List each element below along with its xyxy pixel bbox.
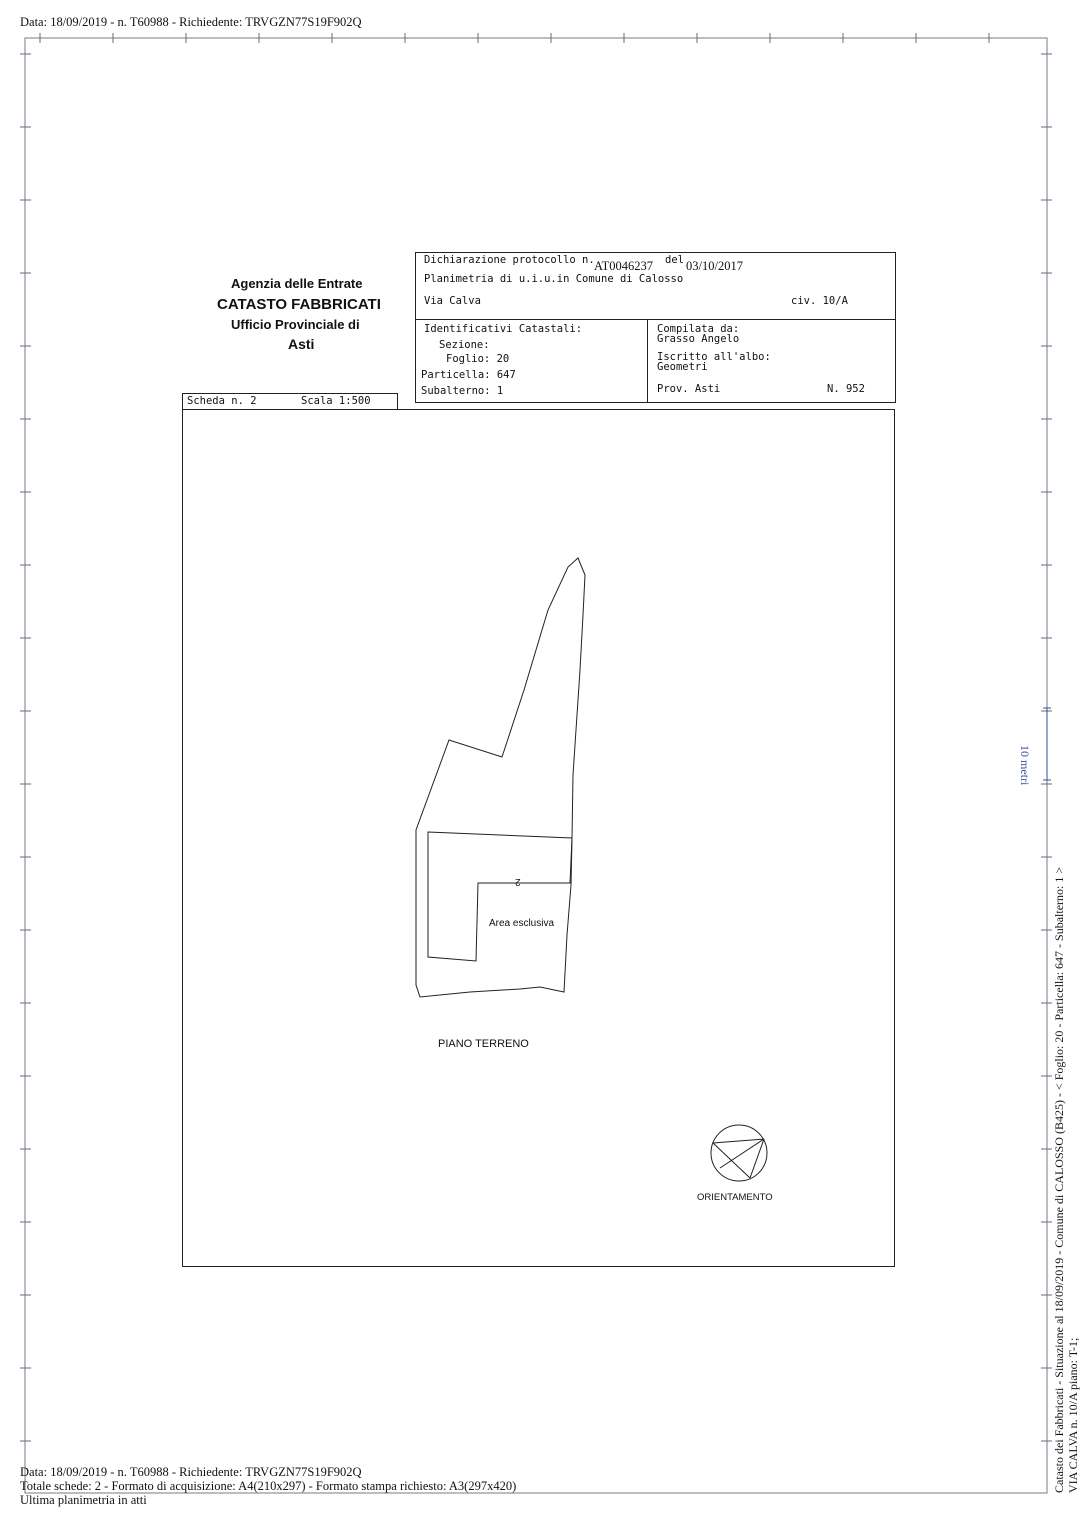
foglio-field: Foglio: 20 [446, 353, 510, 365]
side-info-line1: Catasto dei Fabbricati - Situazione al 18/09/2019 - Comune di CALOSSO (B425) - < Foglio: 20 - Particella: 647 - Subalterno: 1 > [1052, 866, 1066, 1493]
scala-value: Scala 1:500 [301, 395, 371, 407]
compiler-name: Grasso Angelo [657, 333, 740, 345]
prov-field: Prov. Asti [657, 383, 721, 395]
protocol-number: AT0046237 [594, 259, 654, 273]
footer-line3: Ultima planimetria in atti [20, 1493, 147, 1507]
via-line: Via Calva [424, 295, 481, 307]
sezione-field: Sezione: [439, 339, 490, 351]
registration-number: N. 952 [827, 383, 865, 395]
planimetria-line: Planimetria di u.i.u.in Comune di Calosso [424, 273, 684, 285]
header-top-line: Data: 18/09/2019 - n. T60988 - Richiedente: TRVGZN77S19F902Q [20, 15, 362, 29]
ufficio-label: Ufficio Provinciale di [231, 317, 360, 332]
particella-field: Particella: 647 [421, 369, 516, 381]
date-label: del [665, 254, 684, 266]
declaration-date: 03/10/2017 [686, 259, 743, 273]
area-label: Area esclusiva [489, 918, 555, 929]
agency-name: Agenzia delle Entrate [231, 276, 363, 291]
footer-line2: Totale schede: 2 - Formato di acquisizione: A4(210x297) - Formato stampa richiesto: A3(297x420) [20, 1479, 517, 1493]
provincia-name: Asti [288, 336, 315, 352]
identifiers-title: Identificativi Catastali: [424, 323, 583, 335]
floor-label: PIANO TERRENO [438, 1038, 529, 1050]
scheda-number: Scheda n. 2 [187, 395, 257, 407]
albo-label: Iscritto all'albo: [657, 351, 771, 363]
orientation-label: ORIENTAMENTO [697, 1192, 773, 1203]
compilata-label: Compilata da: [657, 323, 740, 335]
sub-number-label: 2 [515, 876, 521, 887]
catasto-title: CATASTO FABBRICATI [217, 296, 381, 313]
civico-line: civ. 10/A [791, 295, 848, 307]
protocol-label: Dichiarazione protocollo n. [424, 254, 595, 266]
albo-value: Geometri [657, 361, 708, 373]
footer-line1: Data: 18/09/2019 - n. T60988 - Richiedente: TRVGZN77S19F902Q [20, 1465, 362, 1479]
side-info-line2: VIA CALVA n. 10/A piano: T-1; [1066, 1337, 1080, 1493]
subalterno-field: Subalterno: 1 [421, 385, 504, 397]
scale-bar-label: 10 metri [1018, 745, 1032, 786]
